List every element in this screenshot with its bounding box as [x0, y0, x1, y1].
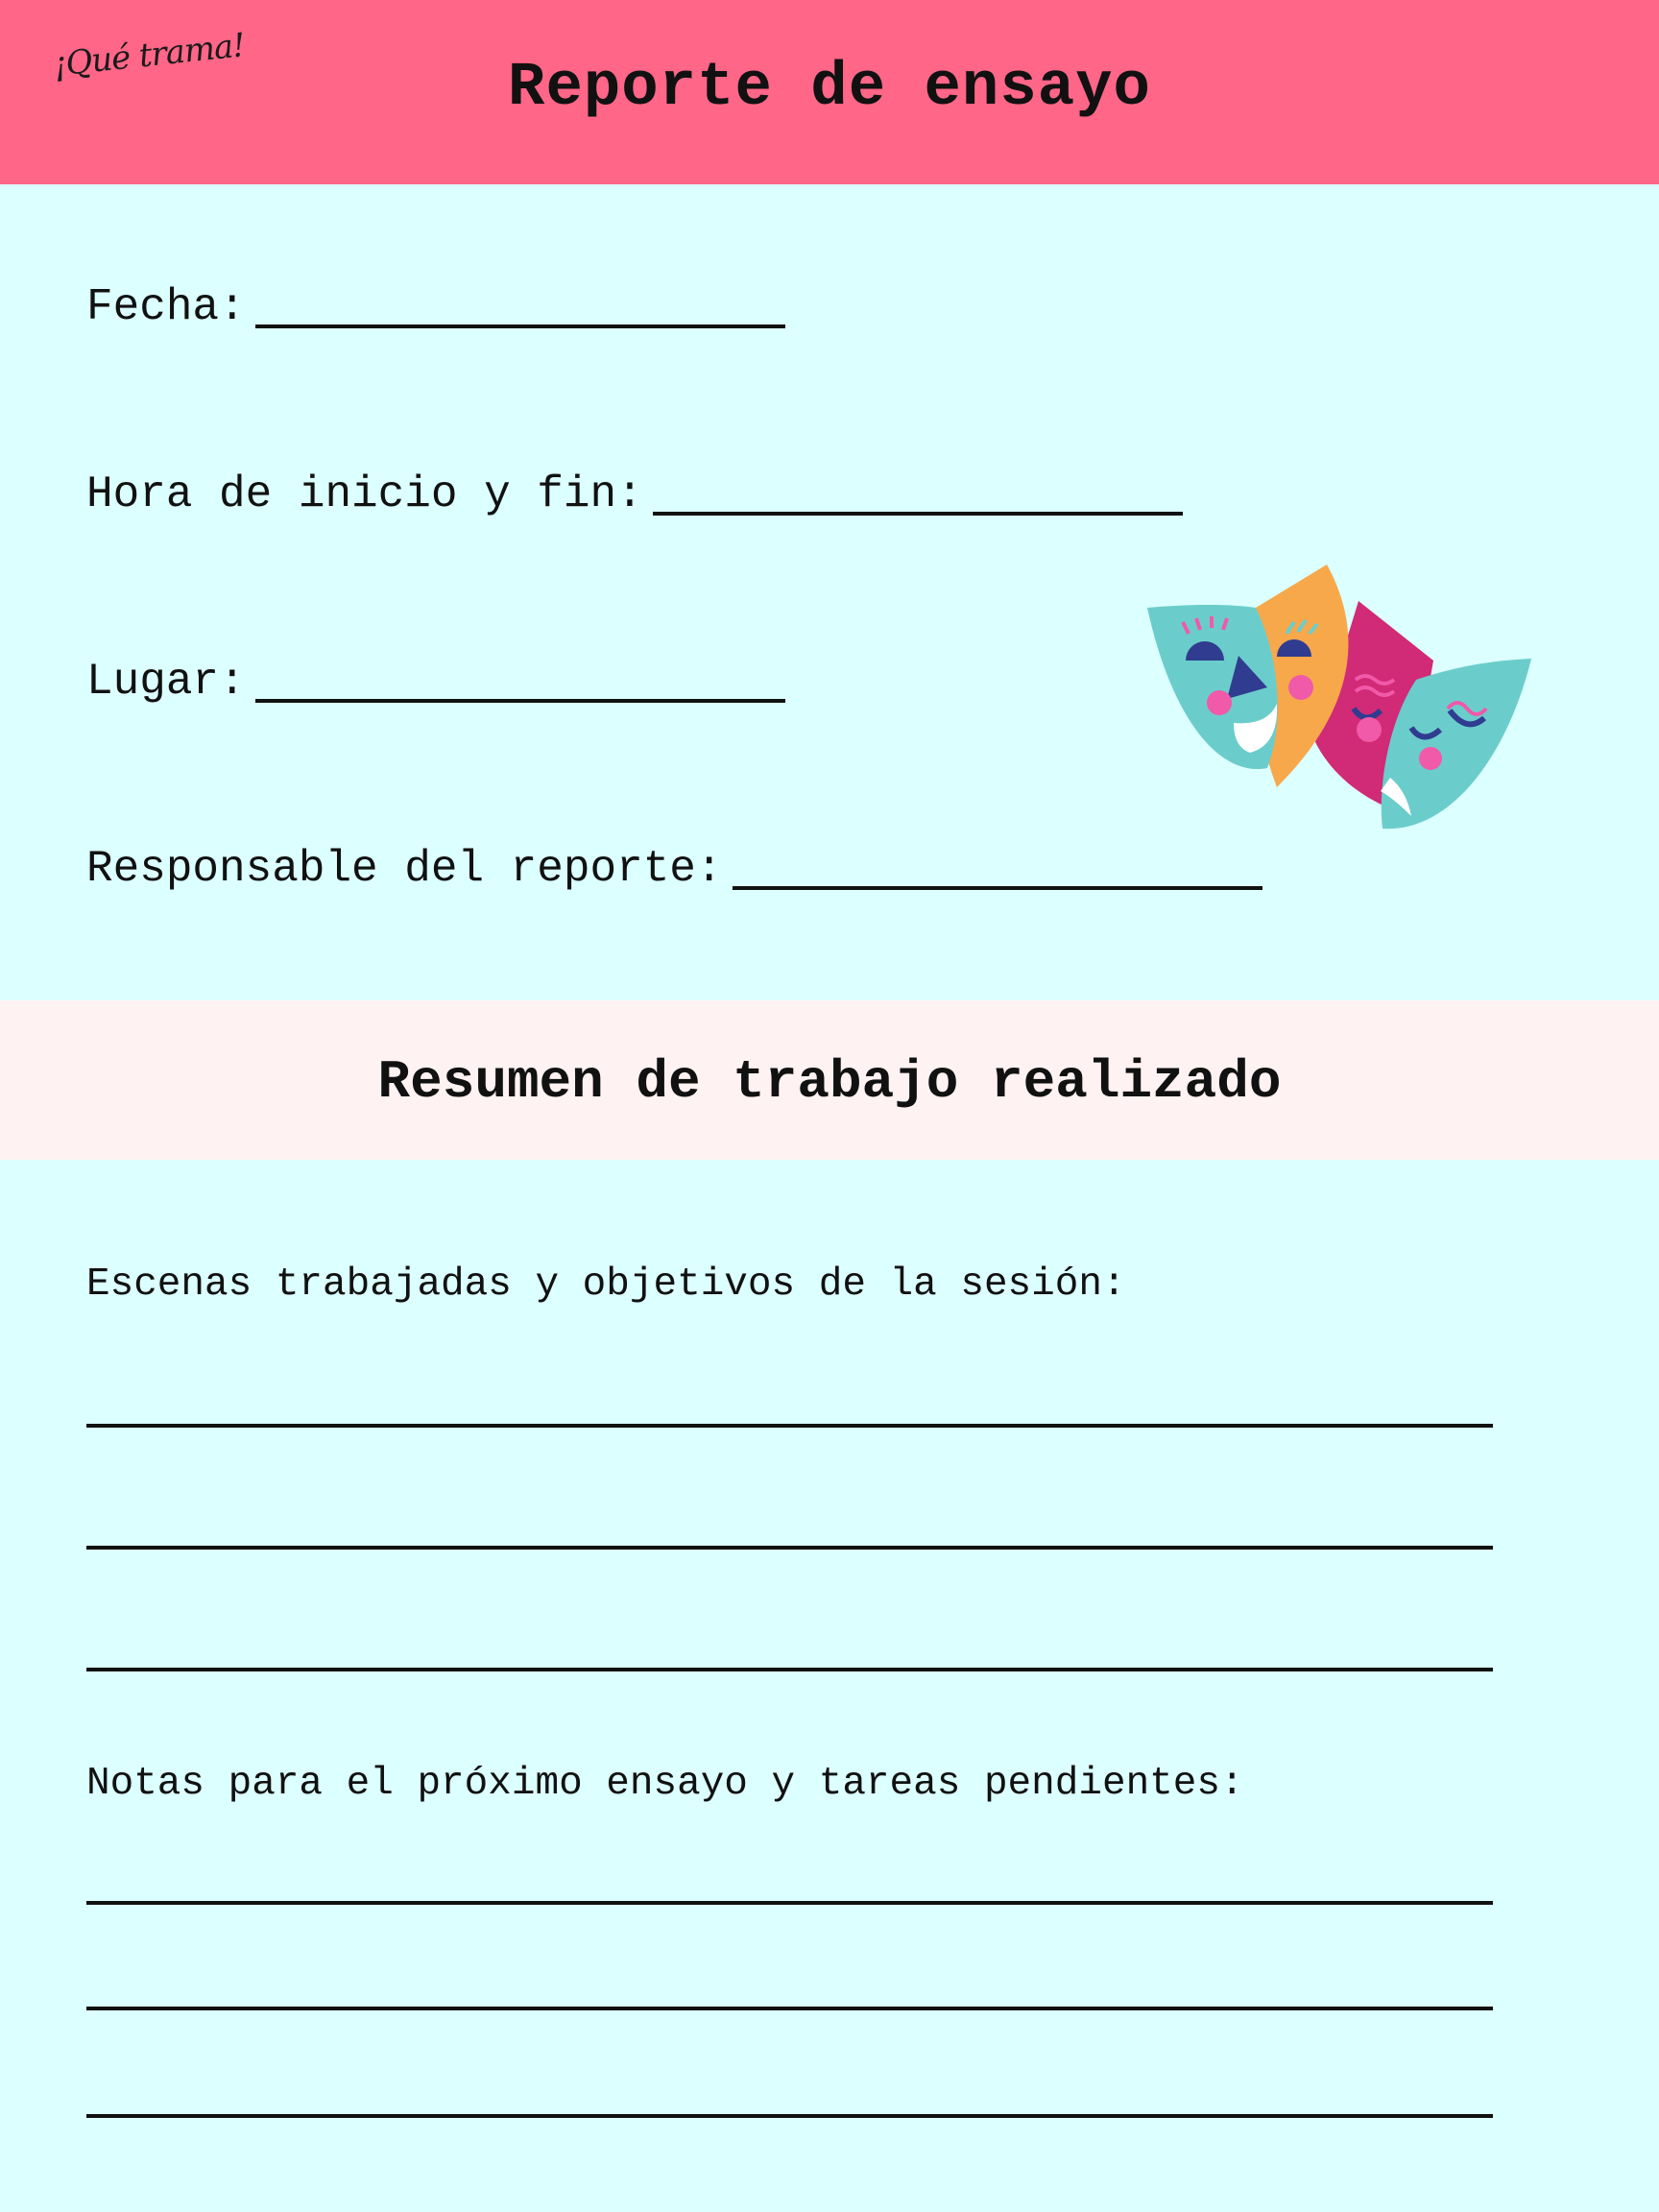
brand-logo: ¡Qué trama!	[51, 26, 247, 84]
field-label: Responsable del reporte:	[86, 844, 723, 894]
field-label: Lugar:	[86, 657, 246, 707]
field-hora	[86, 468, 1183, 521]
field-lugar	[86, 655, 785, 709]
fecha-write-line[interactable]	[255, 325, 785, 328]
teal-happy-mask-icon	[1147, 605, 1278, 769]
field-label: Fecha:	[86, 282, 246, 332]
notes-write-line-3[interactable]	[86, 2114, 1493, 2118]
scenes-prompt: Escenas trabajadas y objetivos de la sesión:	[86, 1262, 1126, 1307]
scenes-write-line-2[interactable]	[86, 1546, 1493, 1550]
page-title: Reporte de ensayo	[508, 54, 1151, 123]
field-label: Hora de inicio y fin:	[86, 469, 643, 519]
section-title: Resumen de trabajo realizado	[377, 1051, 1282, 1113]
scenes-write-line-1[interactable]	[86, 1424, 1493, 1428]
field-fecha	[86, 280, 785, 334]
responsable-write-line[interactable]	[733, 886, 1262, 890]
theater-masks-icon	[1142, 565, 1546, 843]
notes-write-line-2[interactable]	[86, 2007, 1493, 2010]
notes-write-line-1[interactable]	[86, 1901, 1493, 1905]
lugar-write-line[interactable]	[255, 699, 785, 703]
hora-write-line[interactable]	[653, 512, 1183, 516]
scenes-write-line-3[interactable]	[86, 1668, 1493, 1671]
header-banner	[0, 0, 1659, 184]
field-responsable	[86, 842, 1262, 896]
notes-prompt: Notas para el próximo ensayo y tareas pendientes:	[86, 1762, 1244, 1806]
